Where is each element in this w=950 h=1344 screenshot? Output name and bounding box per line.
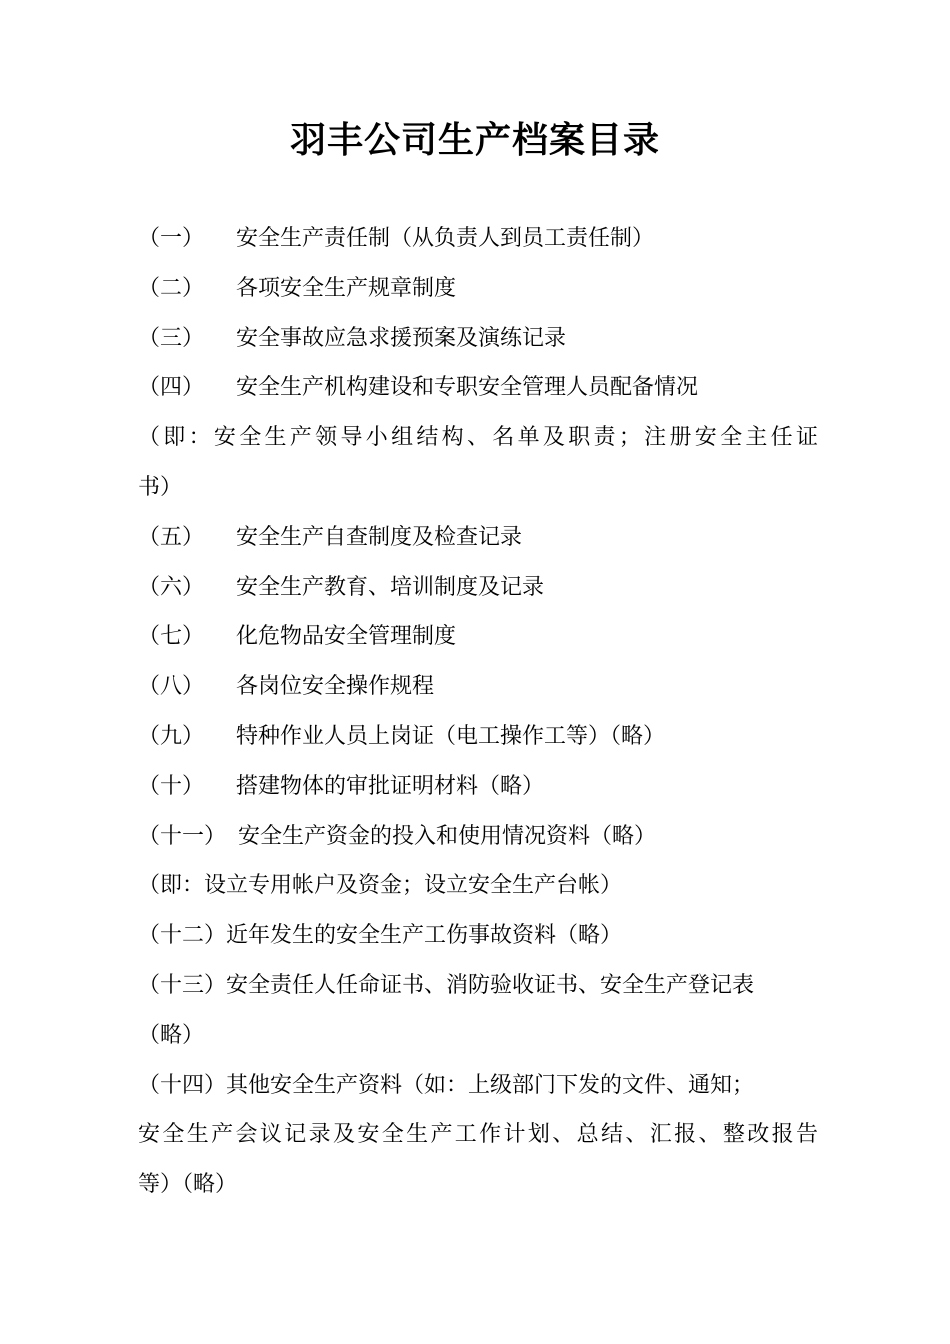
list-item bbox=[138, 1061, 818, 1111]
list-item-continuation bbox=[138, 861, 818, 911]
list-item bbox=[138, 712, 818, 762]
item-number: （十四） bbox=[138, 1072, 227, 1098]
item-text: 安全生产机构建设和专职安全管理人员配备情况 bbox=[236, 375, 699, 401]
item-number: （二） bbox=[138, 275, 205, 301]
page-title: 羽丰公司生产档案目录 bbox=[289, 119, 660, 161]
list-item-continuation bbox=[138, 1110, 818, 1160]
item-text: （即：设立专用帐户及资金；设立安全生产台帐） bbox=[138, 873, 623, 899]
item-text: 书） bbox=[138, 474, 183, 500]
item-number: （五） bbox=[138, 524, 205, 550]
item-text: 安全事故应急求援预案及演练记录 bbox=[236, 325, 567, 351]
item-text: 安全生产责任制（从负责人到员工责任制） bbox=[236, 226, 655, 251]
item-text: 安全责任人任命证书、消防验收证书、安全生产登记表 bbox=[226, 972, 755, 998]
item-text: 安全生产自查制度及检查记录 bbox=[236, 524, 523, 550]
item-text: 安全生产教育、培训制度及记录 bbox=[236, 574, 545, 600]
item-text: 其他安全生产资料（如：上级部门下发的文件、通知； bbox=[226, 1072, 755, 1098]
list-item bbox=[138, 214, 818, 264]
list-item bbox=[138, 563, 818, 613]
item-text: 近年发生的安全生产工伤事故资料（略） bbox=[226, 923, 623, 949]
catalog-list bbox=[138, 214, 818, 1210]
item-number: （八） bbox=[138, 674, 205, 700]
list-item-continuation bbox=[138, 463, 818, 513]
item-number: （一） bbox=[138, 226, 205, 251]
list-item bbox=[138, 612, 818, 662]
item-number: （六） bbox=[138, 574, 205, 600]
item-text: 安全生产资金的投入和使用情况资料（略） bbox=[238, 823, 657, 849]
list-item bbox=[138, 812, 818, 862]
item-number: （十） bbox=[138, 773, 205, 799]
list-item bbox=[138, 513, 818, 563]
item-number: （七） bbox=[138, 624, 205, 650]
list-item bbox=[138, 363, 818, 413]
list-item bbox=[138, 911, 818, 961]
item-text: （即：安全生产领导小组结构、名单及职责；注册安全主任证 bbox=[138, 425, 818, 451]
item-number: （十一） bbox=[138, 823, 227, 849]
item-text: 搭建物体的审批证明材料（略） bbox=[236, 773, 545, 799]
item-number: （十三） bbox=[138, 972, 227, 998]
list-item bbox=[138, 762, 818, 812]
list-item-continuation bbox=[138, 1011, 818, 1061]
list-item bbox=[138, 264, 818, 314]
item-text: （略） bbox=[138, 1022, 205, 1048]
item-number: （三） bbox=[138, 325, 205, 351]
item-text: 特种作业人员上岗证（电工操作工等）（略） bbox=[236, 723, 666, 749]
item-text: 等）（略） bbox=[138, 1172, 238, 1198]
list-item-continuation bbox=[138, 1160, 818, 1210]
item-text: 各项安全生产规章制度 bbox=[236, 275, 457, 301]
list-item bbox=[138, 662, 818, 712]
item-text: 化危物品安全管理制度 bbox=[236, 624, 457, 650]
item-number: （九） bbox=[138, 723, 205, 749]
list-item bbox=[138, 961, 818, 1011]
item-number: （四） bbox=[138, 375, 205, 401]
item-text: 各岗位安全操作规程 bbox=[236, 674, 435, 700]
item-text: 安全生产会议记录及安全生产工作计划、总结、汇报、整改报告 bbox=[138, 1122, 818, 1148]
list-item bbox=[138, 314, 818, 364]
list-item-continuation bbox=[138, 413, 818, 463]
item-number: （十二） bbox=[138, 923, 227, 949]
